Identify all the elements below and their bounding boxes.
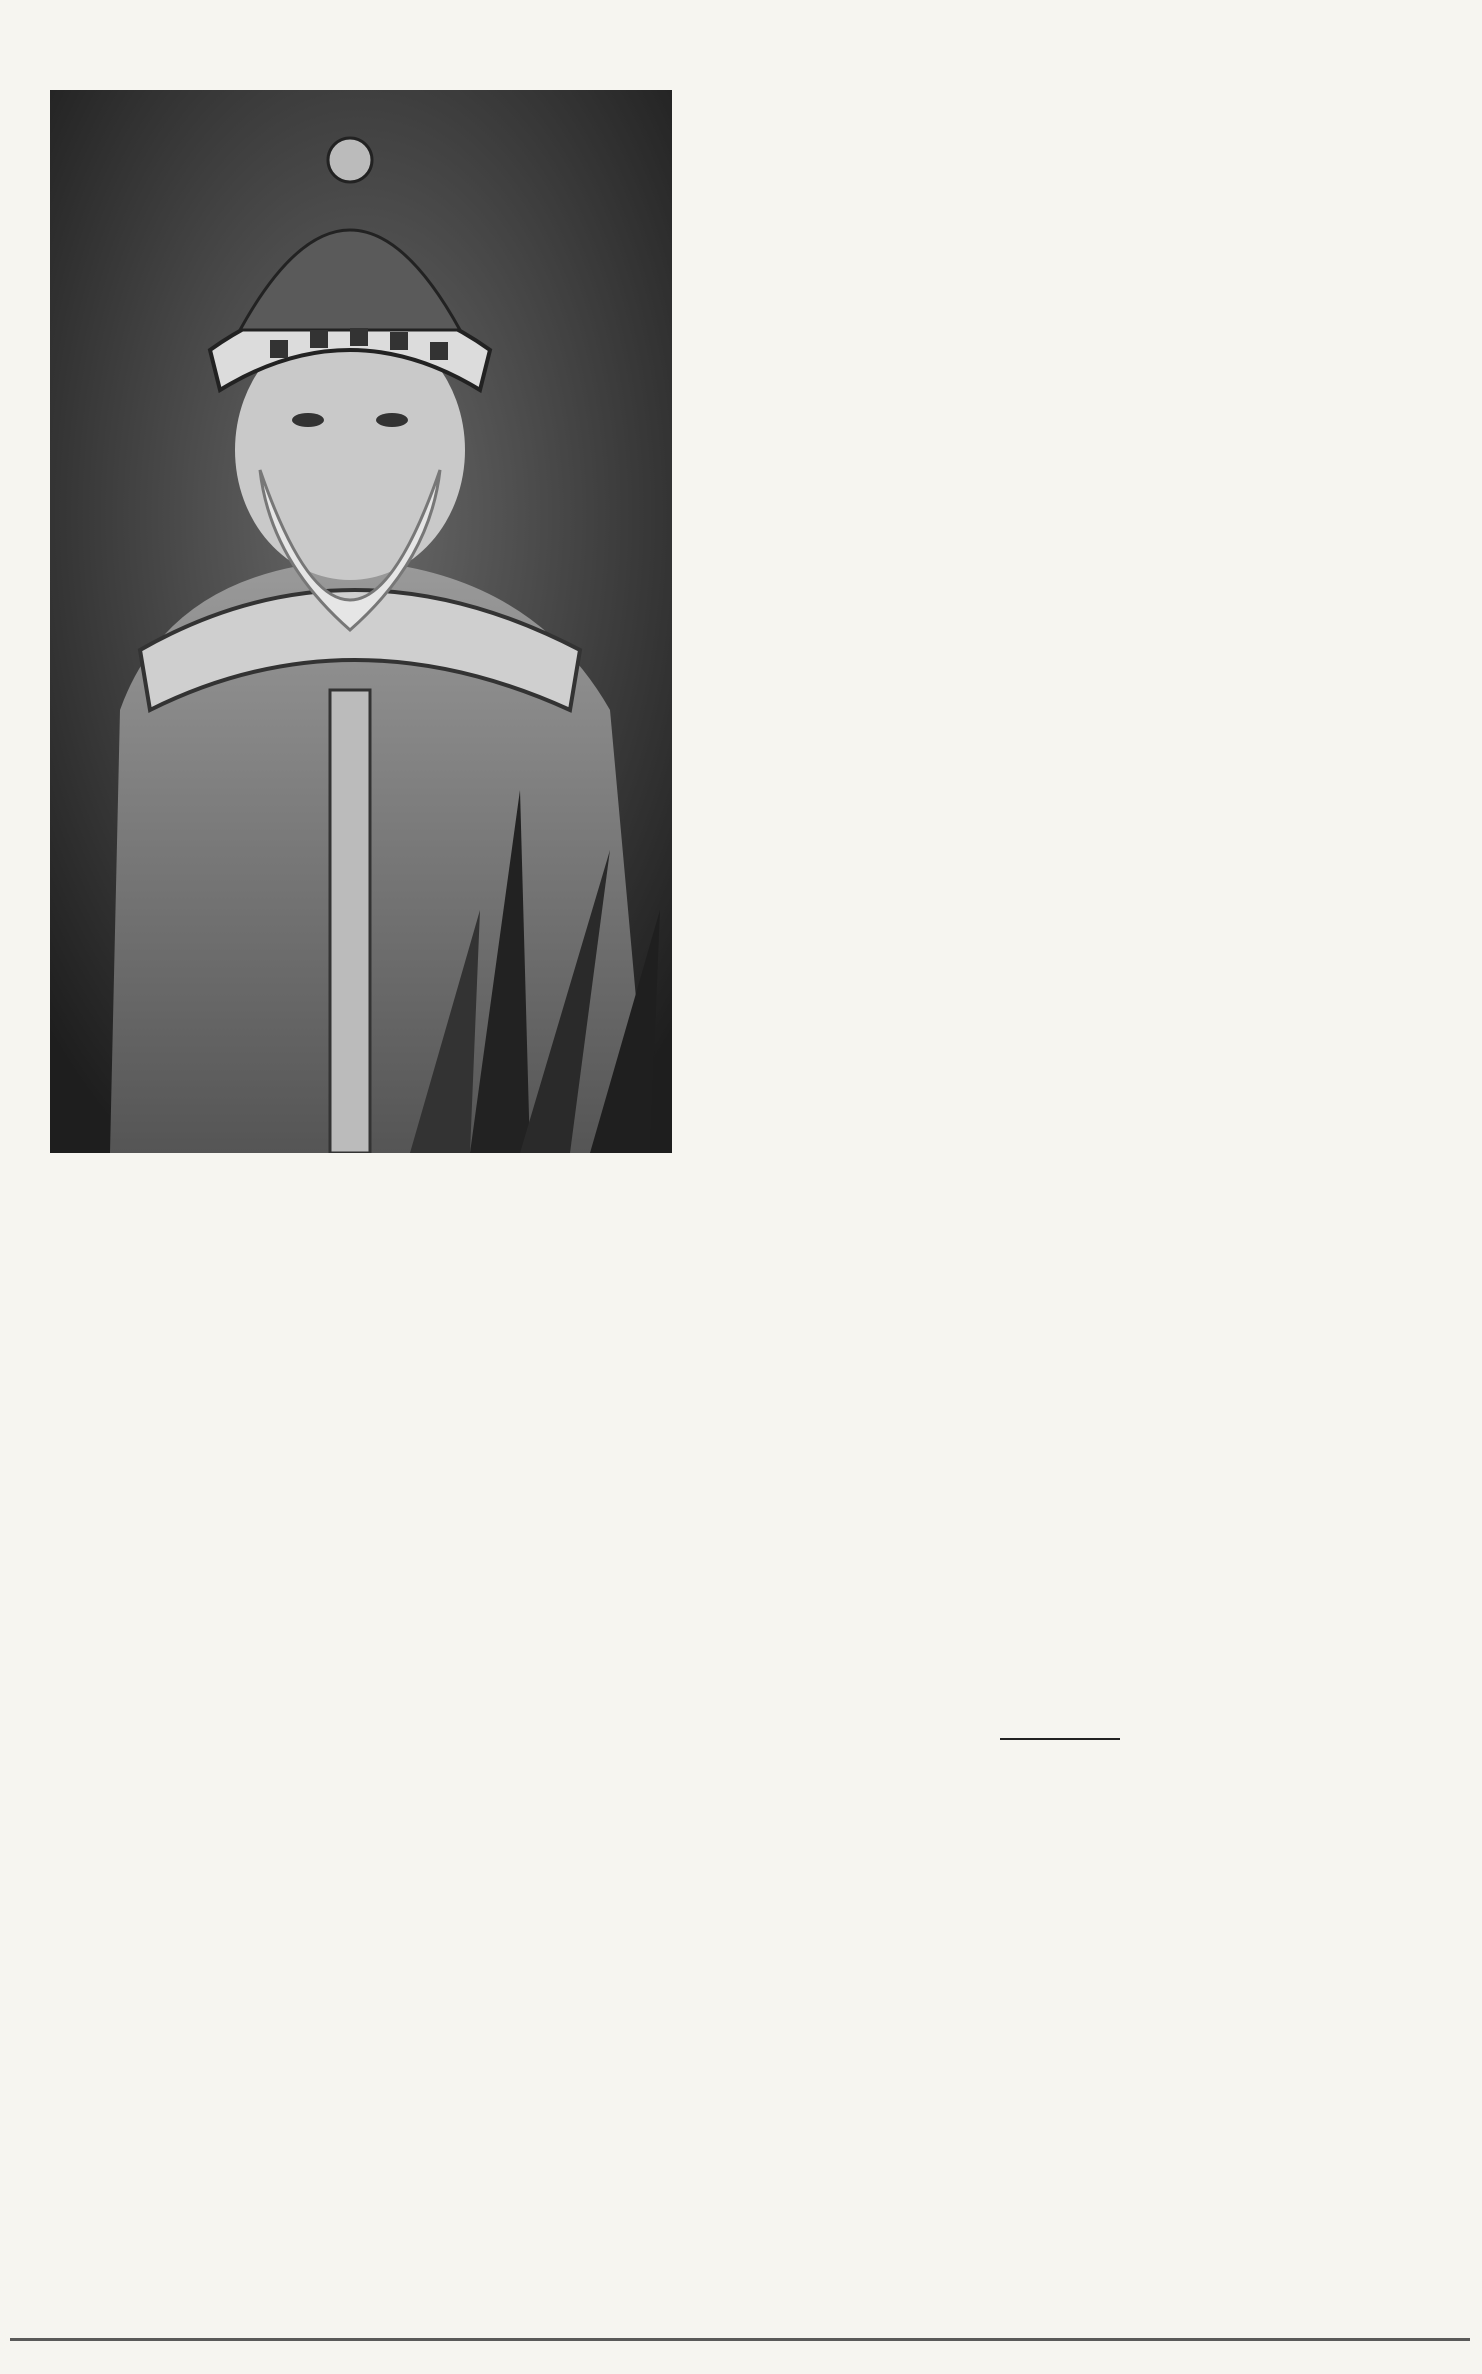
divider-rule (1000, 1738, 1120, 1740)
photo-illustration (50, 90, 672, 1153)
bottom-border (10, 2338, 1470, 2341)
berendey-photo (50, 90, 672, 1153)
